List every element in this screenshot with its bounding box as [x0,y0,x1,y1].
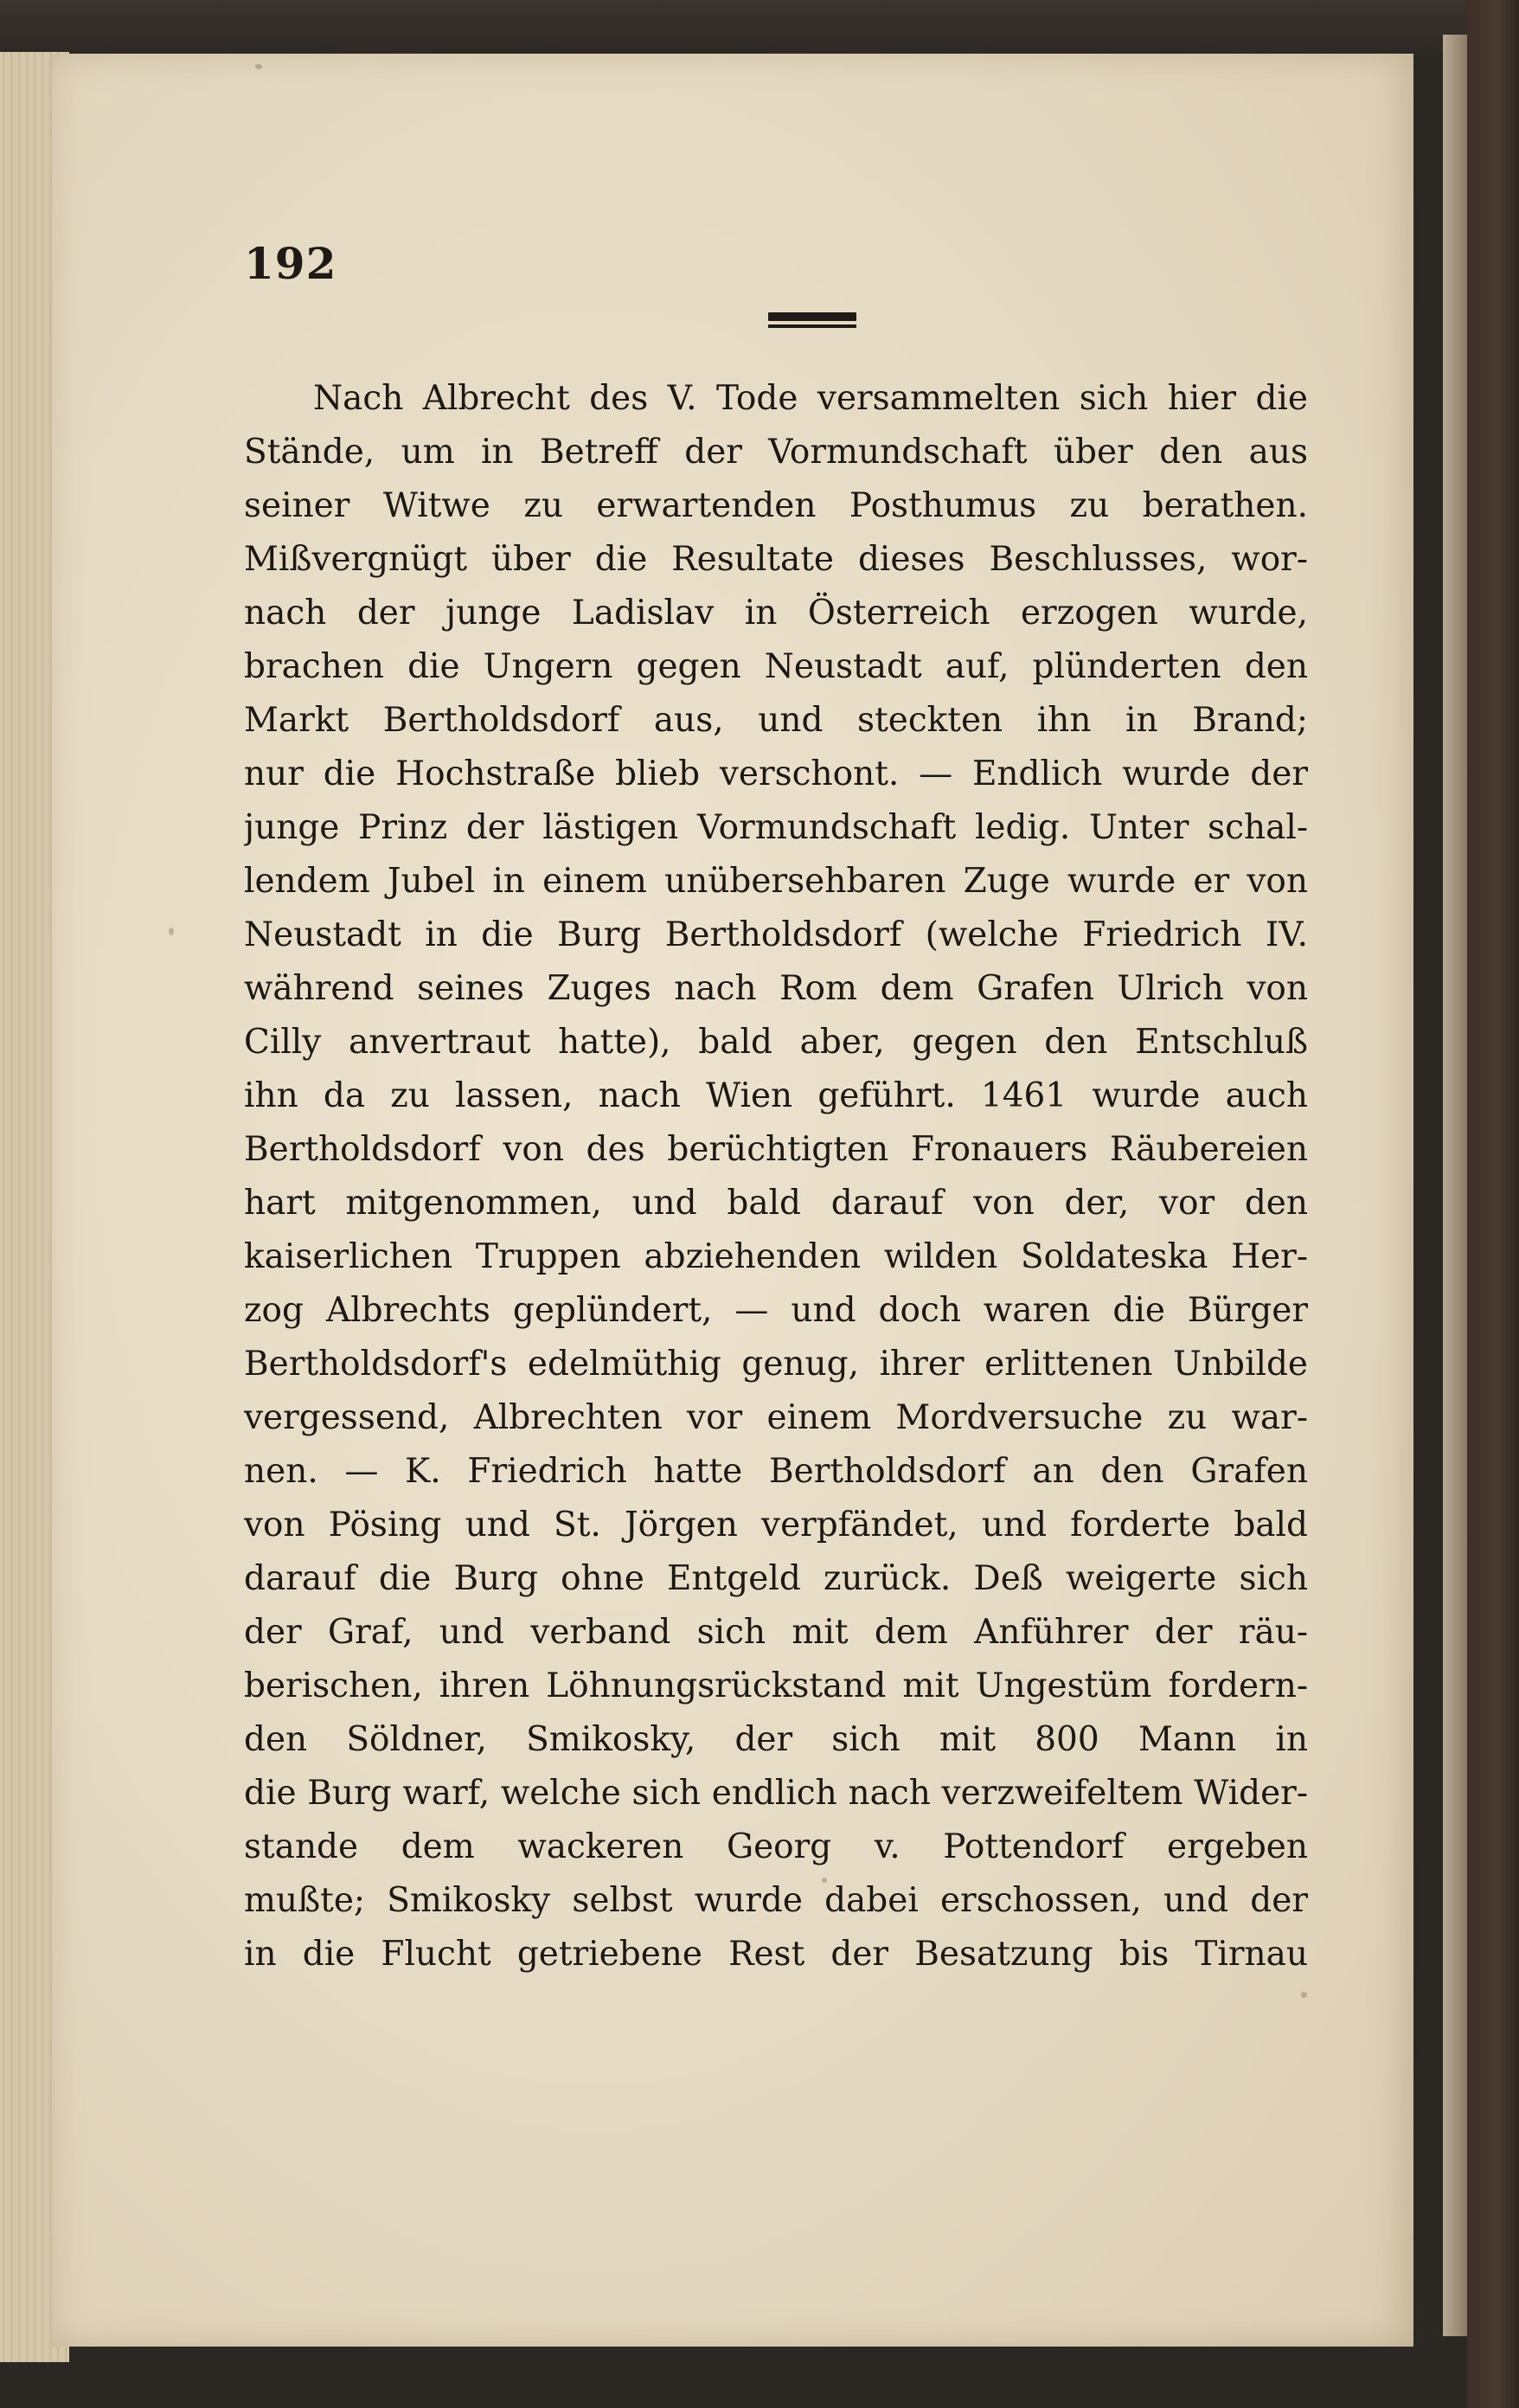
text-line: vergessend, Albrechten vor einem Mordversuche zu war- [244,1398,1308,1437]
text-line: kaiserlichen Truppen abziehenden wilden Soldateska Her- [244,1237,1308,1276]
text-line: Cilly anvertraut hatte), bald aber, gegen den Entschluß [244,1023,1308,1062]
text-line: stande dem wackeren Georg v. Pottendorf ergeben [244,1827,1308,1866]
header-ornament-rule [768,312,856,321]
text-line: darauf die Burg ohne Entgeld zurück. Deß weigerte sich [244,1559,1308,1598]
text-line: der Graf, und verband sich mit dem Anführer der räu- [244,1613,1308,1652]
text-line: brachen die Ungern gegen Neustadt auf, plünderten den [244,647,1308,686]
text-line: berischen, ihren Löhnungsrückstand mit Ungestüm fordern- [244,1666,1308,1705]
text-line: Nach Albrecht des V. Tode versammelten sich hier die [313,379,1308,418]
text-line: hart mitgenommen, und bald darauf von der, vor den [244,1184,1308,1223]
book-cover-right [1467,0,1519,2408]
text-line: Neustadt in die Burg Bertholdsdorf (welche Friedrich IV. [244,915,1308,954]
paper-stain [169,928,174,935]
text-line: den Söldner, Smikosky, der sich mit 800 Mann in [244,1720,1308,1759]
paper-stain [1301,1992,1307,1998]
text-line: Markt Bertholdsdorf aus, und steckten ihn in Brand; [244,701,1308,740]
text-line: in die Flucht getriebene Rest der Besatzung bis Tirnau [244,1935,1308,1974]
text-line: zog Albrechts geplündert, — und doch waren die Bürger [244,1291,1308,1330]
next-page-edge [1443,35,1467,2336]
body-text [244,372,1308,1981]
text-line: Bertholdsdorf's edelmüthig genug, ihrer erlittenen Unbilde [244,1345,1308,1384]
text-line: die Burg warf, welche sich endlich nach verzweifeltem Wider- [244,1774,1308,1813]
text-line: lendem Jubel in einem unübersehbaren Zuge wurde er von [244,862,1308,901]
text-line: Bertholdsdorf von des berüchtigten Fronauers Räubereien [244,1130,1308,1169]
text-line: von Pösing und St. Jörgen verpfändet, und forderte bald [244,1506,1308,1544]
text-line: junge Prinz der lästigen Vormundschaft ledig. Unter schal- [244,808,1308,847]
text-line: während seines Zuges nach Rom dem Grafen Ulrich von [244,969,1308,1008]
page-number: 192 [244,238,337,289]
text-line: mußte; Smikosky selbst wurde dabei erschossen, und der [244,1881,1308,1920]
text-line: nur die Hochstraße blieb verschont. — Endlich wurde der [244,755,1308,793]
page-header [244,238,1308,324]
text-line: ihn da zu lassen, nach Wien geführt. 1461 wurde auch [244,1076,1308,1115]
text-line: Mißvergnügt über die Resultate dieses Beschlusses, wor- [244,540,1308,579]
text-line: Stände, um in Betreff der Vormundschaft über den aus [244,433,1308,472]
text-line: nen. — K. Friedrich hatte Bertholdsdorf an den Grafen [244,1452,1308,1491]
paper-stain [255,64,262,69]
text-line: nach der junge Ladislav in Österreich erzogen wurde, [244,594,1308,633]
text-line: seiner Witwe zu erwartenden Posthumus zu berathen. [244,486,1308,525]
book-cover-top [0,0,1519,52]
